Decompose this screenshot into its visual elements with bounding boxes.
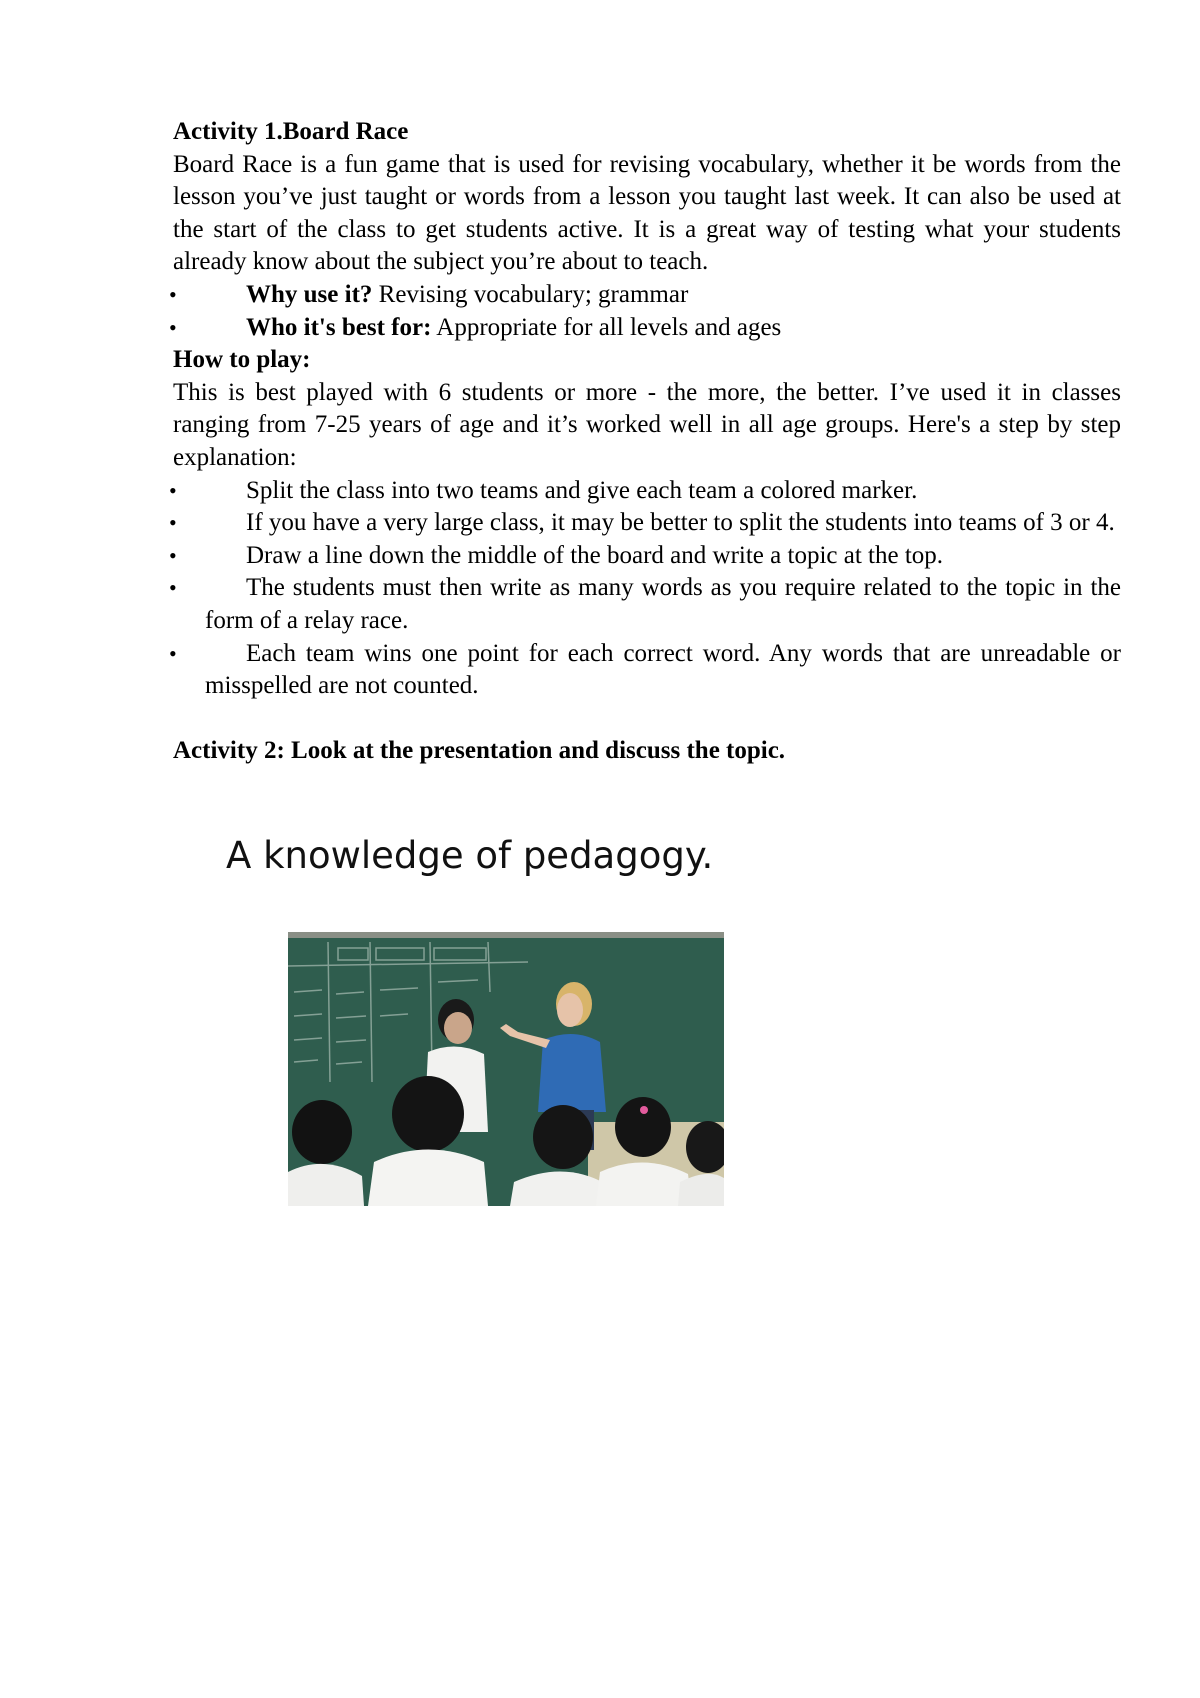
activity1-intro: Board Race is a fun game that is used for revising vocabulary, whether it be words from the lesson you’ve just taught or words from a lesson you taught last week. It can also be used at the start of the class to get students active. It is a great way of testing what your students already know about the subject you’re about to teach. <box>173 150 1121 276</box>
fact-text: Appropriate for all levels and ages <box>431 313 782 341</box>
bullet-icon: • <box>169 575 177 601</box>
step-item <box>169 638 1121 703</box>
bullet-icon: • <box>169 281 177 307</box>
fact-label: Why use it? <box>246 280 373 308</box>
step-text: Each team wins one point for each correct word. Any words that are unreadable or misspelled are not counted. <box>205 639 1121 700</box>
bullet-icon: • <box>169 640 177 666</box>
step-text: Draw a line down the middle of the board and write a topic at the top. <box>246 541 944 569</box>
classroom-illustration <box>288 932 724 1206</box>
how-to-play-intro: This is best played with 6 students or more - the more, the better. I’ve used it in classes ranging from 7-25 years of age and it’s worked well in all age groups. Here's a step by step explanation: <box>173 378 1121 471</box>
spacer <box>173 703 1121 736</box>
facts-list <box>169 279 1121 344</box>
classroom-photo <box>288 932 724 1206</box>
step-text: Split the class into two teams and give each team a colored marker. <box>246 476 918 504</box>
step-text: The students must then write as many words as you require related to the topic in the form of a relay race. <box>205 574 1121 634</box>
bullet-icon: • <box>169 542 177 568</box>
slide-title: A knowledge of pedagogy. <box>226 834 714 877</box>
step-item <box>169 507 1121 540</box>
document-page <box>169 116 1121 768</box>
bullet-icon: • <box>169 314 177 340</box>
steps-list <box>169 475 1121 703</box>
activity1-heading: Activity 1.Board Race <box>173 118 409 145</box>
activity2-heading: Activity 2: Look at the presentation and discuss the topic. <box>173 737 786 765</box>
bullet-icon: • <box>169 510 177 536</box>
fact-item <box>169 279 1121 312</box>
step-item <box>169 475 1121 508</box>
fact-item <box>169 312 1121 345</box>
step-item <box>169 540 1121 573</box>
bullet-icon: • <box>169 477 177 503</box>
how-to-play-heading: How to play: <box>173 346 311 374</box>
fact-label: Who it's best for: <box>246 313 432 341</box>
step-text: If you have a very large class, it may be better to split the students into teams of 3 or 4. <box>246 509 1115 537</box>
step-item <box>169 572 1121 637</box>
fact-text: Revising vocabulary; grammar <box>372 280 689 308</box>
